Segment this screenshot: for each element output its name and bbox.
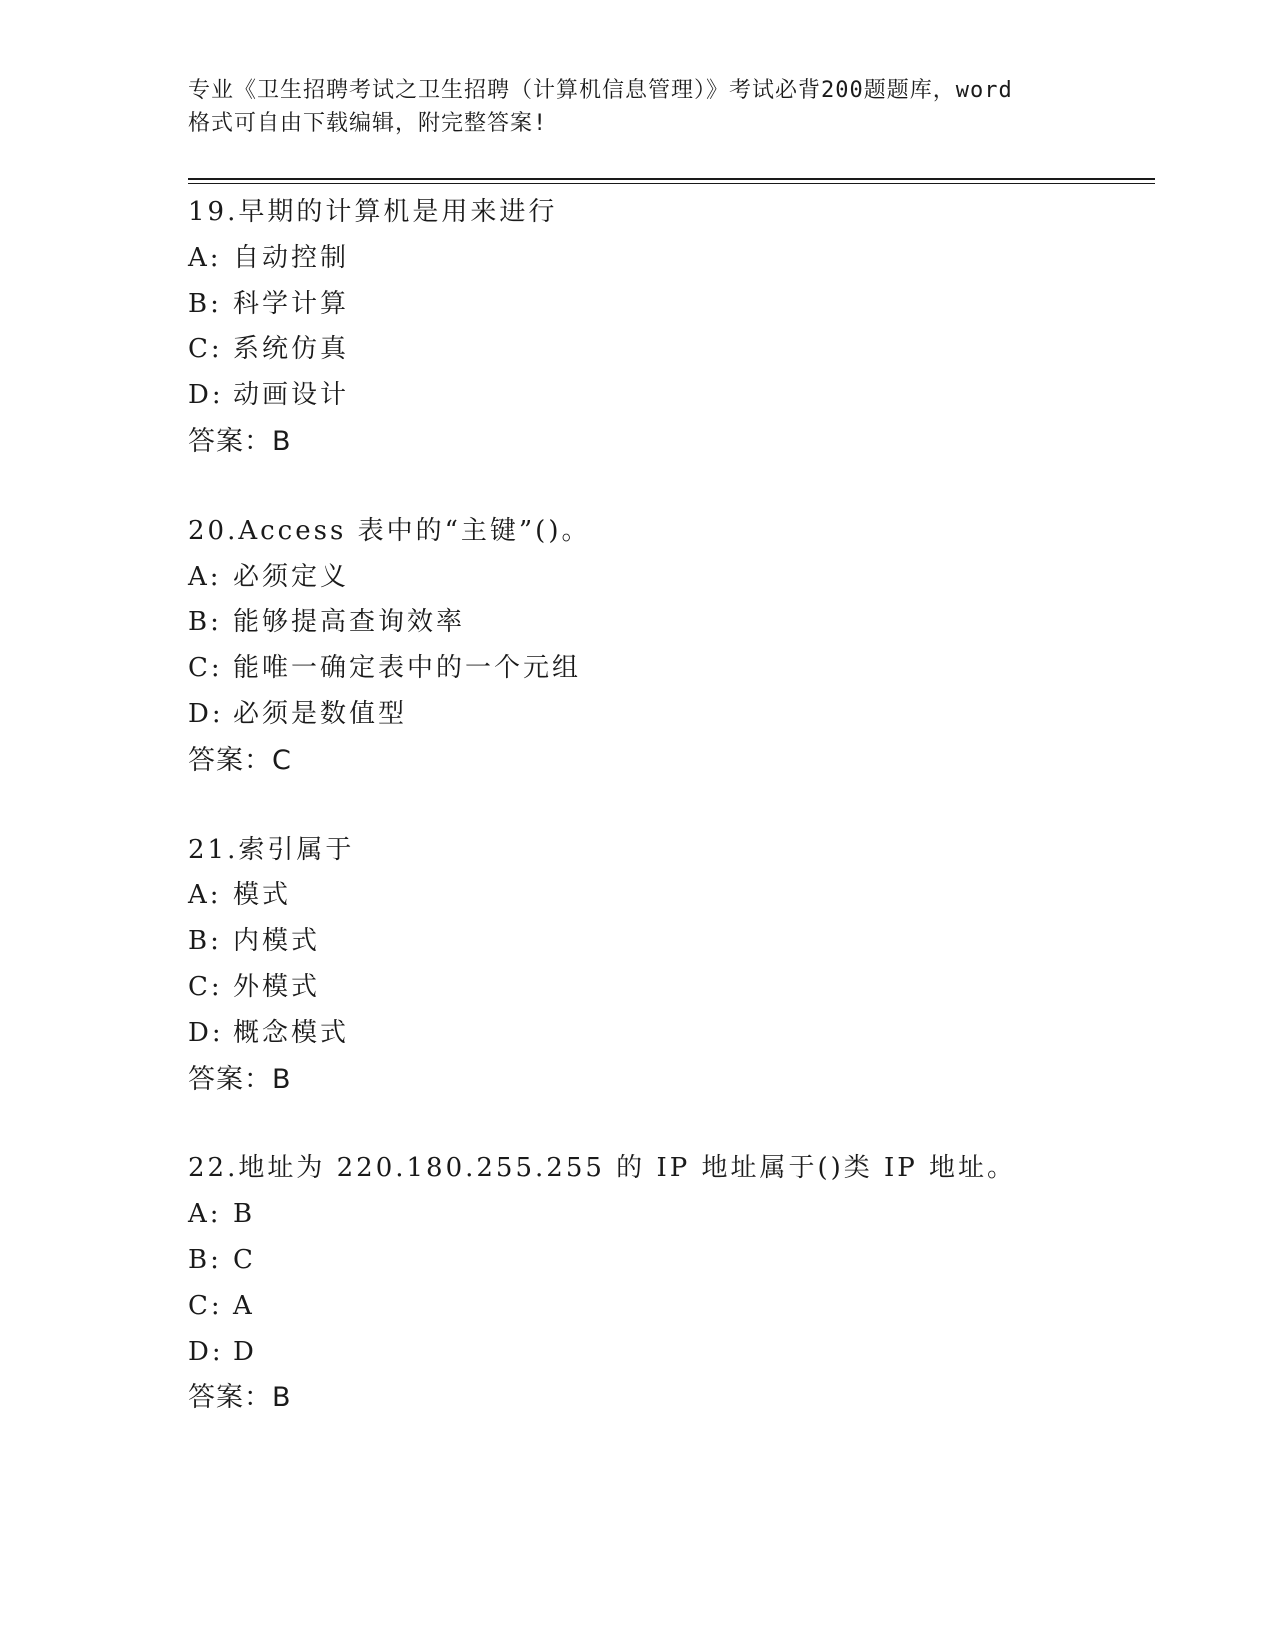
option-letter: A: [188,242,222,273]
option-letter: D: [188,698,224,729]
option-c [188,1284,1148,1330]
header-divider-thick [188,178,1155,180]
option-text: 必须是数值型 [233,698,408,729]
option-text: 动画设计 [233,380,350,411]
question-20 [188,509,1148,784]
option-letter: C: [188,971,223,1002]
question-21 [188,828,1148,1103]
option-letter: B: [188,1244,222,1275]
option-text: B [233,1199,256,1230]
option-text: 概念模式 [233,1017,350,1048]
option-b [188,1238,1148,1284]
option-text: 科学计算 [233,288,350,319]
document-header [188,74,1088,140]
option-letter: B: [188,607,222,638]
option-text: D [233,1336,257,1367]
option-a [188,236,1148,282]
option-c [188,965,1148,1011]
option-text: 自动控制 [233,242,350,273]
option-letter: A: [188,561,222,592]
answer-line: 答案：B [188,1063,292,1095]
option-text: C [233,1244,256,1275]
option-letter: D: [188,1336,224,1367]
question-stem: 22.地址为 220.180.255.255 的 IP 地址属于()类 IP 地址。 [188,1153,1017,1184]
option-letter: C: [188,334,223,365]
header-title-line-2: 格式可自由下载编辑，附完整答案! [188,111,548,136]
option-letter: C: [188,653,223,684]
answer-line: 答案：C [188,744,292,776]
option-letter: A: [188,880,222,911]
question-stem: 20.Access 表中的“主键”()。 [188,515,591,546]
option-letter: C: [188,1290,223,1321]
option-d [188,373,1148,419]
option-text: A [233,1290,255,1321]
question-list [188,190,1148,1465]
option-letter: B: [188,288,222,319]
option-c [188,646,1148,692]
option-b [188,919,1148,965]
question-stem: 21.索引属于 [188,834,355,865]
option-d [188,1330,1148,1376]
option-text: 能唯一确定表中的一个元组 [233,653,582,684]
option-text: 必须定义 [233,561,350,592]
option-letter: D: [188,1017,224,1048]
option-letter: A: [188,1199,222,1230]
option-b [188,600,1148,646]
option-text: 模式 [233,880,292,911]
option-letter: B: [188,926,222,957]
option-a [188,873,1148,919]
option-a [188,555,1148,601]
option-d [188,1011,1148,1057]
question-19 [188,190,1148,465]
answer-line: 答案：B [188,1382,292,1414]
option-d [188,692,1148,738]
answer-line: 答案：B [188,425,292,457]
option-text: 外模式 [233,971,321,1002]
option-letter: D: [188,380,224,411]
option-text: 系统仿真 [233,334,350,365]
question-22 [188,1146,1148,1421]
question-stem: 19.早期的计算机是用来进行 [188,197,558,227]
option-c [188,327,1148,373]
option-text: 内模式 [233,926,321,957]
header-title-line-1: 专业《卫生招聘考试之卫生招聘（计算机信息管理）》考试必背200题题库，word [188,78,1013,103]
header-divider-thin [188,183,1155,184]
option-a [188,1192,1148,1238]
option-b [188,282,1148,328]
option-text: 能够提高查询效率 [233,607,466,638]
